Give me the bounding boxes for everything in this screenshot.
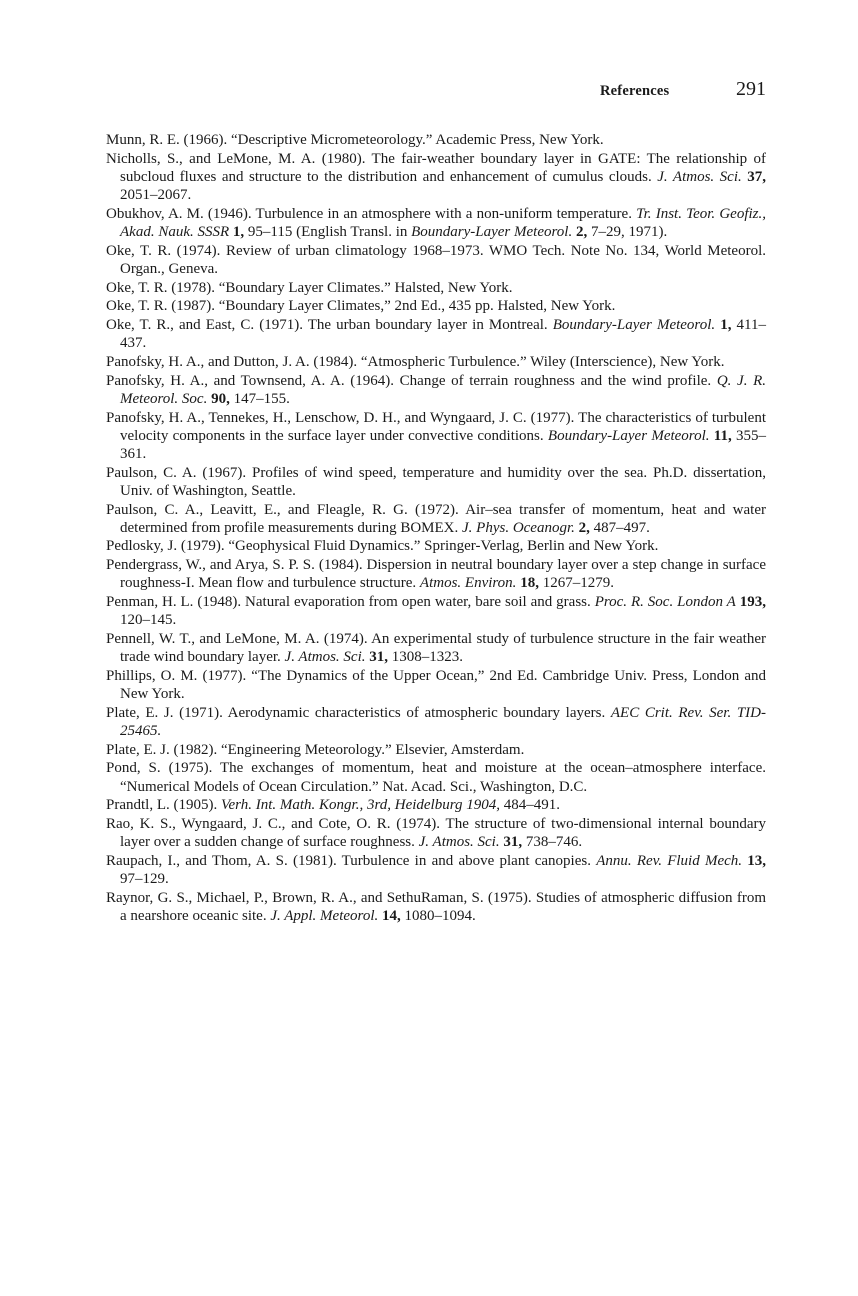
reference-text: 95–115 (English Transl. in xyxy=(244,224,412,241)
journal-title: Q. J. R. Meteorol. Soc. xyxy=(120,372,767,407)
reference-text: 1308–1323. xyxy=(388,649,463,666)
journal-title: J. Atmos. Sci. xyxy=(418,834,500,851)
reference-text: 2051–2067. xyxy=(120,187,192,204)
reference-text: Prandtl, L. (1905). xyxy=(106,797,221,814)
reference-entry xyxy=(106,242,766,278)
reference-entry xyxy=(106,537,766,555)
reference-text: Penman, H. L. (1948). Natural evaporation from open water, bare soil and grass. xyxy=(106,594,595,611)
volume-number: 2, xyxy=(578,519,590,536)
volume-number: 13, xyxy=(747,852,767,869)
reference-text: 411–437. xyxy=(120,317,766,352)
journal-title: J. Atmos. Sci. xyxy=(284,649,366,666)
reference-entry xyxy=(106,409,766,464)
journal-title: Proc. R. Soc. London A xyxy=(594,594,736,611)
reference-text: Paulson, C. A. (1967). Profiles of wind speed, temperature and humidity over the sea. Ph.D. dissertation, Univ. of Washington, Seattle. xyxy=(106,464,766,499)
reference-text: Paulson, C. A., Leavitt, E., and Fleagle, R. G. (1972). Air–sea transfer of momentum, heat and water determined from profile measurements during BOMEX. xyxy=(106,501,766,536)
reference-text: Pendergrass, W., and Arya, S. P. S. (1984). Dispersion in neutral boundary layer over a step change in surface roughness-I. Mean flow and turbulence structure. xyxy=(106,557,766,592)
reference-entry xyxy=(106,372,766,408)
reference-text: Rao, K. S., Wyngaard, J. C., and Cote, O. R. (1974). The structure of two-dimensional internal boundary layer over a sudden change of surface roughness. xyxy=(106,816,766,851)
reference-text: 738–746. xyxy=(522,834,583,851)
volume-number: 2, xyxy=(575,224,588,241)
volume-number: 11, xyxy=(713,427,732,444)
reference-text: Oke, T. R. (1987). “Boundary Layer Climates,” 2nd Ed., 435 pp. Halsted, New York. xyxy=(106,298,616,315)
volume-number: 37, xyxy=(747,168,767,185)
reference-text: 147–155. xyxy=(229,390,290,407)
volume-number: 31, xyxy=(369,649,388,666)
reference-entry xyxy=(106,297,766,315)
reference-entry xyxy=(106,815,766,851)
reference-text: 1080–1094. xyxy=(400,908,476,925)
reference-entry xyxy=(106,796,766,814)
volume-number: 1, xyxy=(720,317,732,334)
reference-text: Raynor, G. S., Michael, P., Brown, R. A., and SethuRaman, S. (1975). Studies of atmospheric diffusion from a nearshore oceanic site. xyxy=(106,889,766,925)
running-header xyxy=(600,78,766,104)
reference-text: Obukhov, A. M. (1946). Turbulence in an atmosphere with a non-uniform temperature. xyxy=(106,205,637,222)
reference-entry xyxy=(106,353,766,371)
reference-text: 1267–1279. xyxy=(538,575,614,592)
journal-title: Boundary-Layer Meteorol. xyxy=(552,317,716,334)
reference-entry xyxy=(106,852,766,888)
volume-number: 193, xyxy=(739,594,767,611)
reference-entry xyxy=(106,889,766,925)
reference-text: Pennell, W. T., and LeMone, M. A. (1974). An experimental study of turbulence structure in the fair weather trade wind boundary layer. xyxy=(106,630,766,666)
reference-entry xyxy=(106,556,766,592)
journal-title: J. Phys. Oceanogr. xyxy=(462,519,575,536)
reference-text: Plate, E. J. (1971). Aerodynamic characteristics of atmospheric boundary layers. xyxy=(106,704,611,721)
journal-title: J. Appl. Meteorol. xyxy=(270,908,379,925)
journal-title: AEC Crit. Rev. Ser. TID-25465. xyxy=(120,704,767,739)
reference-text: Panofsky, H. A., Tennekes, H., Lenschow, D. H., and Wyngaard, J. C. (1977). The characteristics of turbulent velocity components in the surface layer under convective conditions. xyxy=(106,409,766,444)
journal-title: Annu. Rev. Fluid Mech. xyxy=(596,852,743,869)
reference-entry xyxy=(106,667,766,703)
volume-number: 90, xyxy=(211,390,230,407)
reference-text: Nicholls, S., and LeMone, M. A. (1980). The fair-weather boundary layer in GATE: The relationship of subcloud fluxes and structure to the distribution and enhancement of cumulus clouds. xyxy=(106,150,766,185)
reference-text: Pedlosky, J. (1979). “Geophysical Fluid Dynamics.” Springer-Verlag, Berlin and New York. xyxy=(106,538,659,555)
reference-text: Panofsky, H. A., and Dutton, J. A. (1984). “Atmospheric Turbulence.” Wiley (Interscience), New York. xyxy=(106,353,725,370)
reference-text: 487–497. xyxy=(589,519,650,536)
reference-entry xyxy=(106,316,766,352)
reference-text: Munn, R. E. (1966). “Descriptive Micrometeorology.” Academic Press, New York. xyxy=(106,132,604,148)
reference-entry xyxy=(106,501,766,537)
volume-number: 31, xyxy=(503,834,523,851)
reference-text: Pond, S. (1975). The exchanges of momentum, heat and moisture at the ocean–atmosphere interface. “Numerical Models of Ocean Circulation.” Nat. Acad. Sci., Washington, D.C. xyxy=(106,760,766,795)
reference-entry xyxy=(106,741,766,759)
reference-entry xyxy=(106,131,766,149)
reference-text: 7–29, 1971). xyxy=(587,224,668,241)
reference-entry xyxy=(106,593,766,629)
reference-entry xyxy=(106,759,766,795)
reference-entry xyxy=(106,150,766,205)
reference-text: 120–145. xyxy=(120,612,177,629)
reference-entry xyxy=(106,704,766,740)
reference-text: Oke, T. R. (1974). Review of urban climatology 1968–1973. WMO Tech. Note No. 134, World Meteorol. Organ., Geneva. xyxy=(106,242,766,277)
volume-number: 14, xyxy=(382,908,401,925)
reference-text: 355–361. xyxy=(120,427,767,462)
section-title: References xyxy=(600,83,670,99)
reference-entry xyxy=(106,464,766,500)
reference-entry xyxy=(106,205,766,241)
page-number: 291 xyxy=(736,78,766,100)
reference-text: 484–491. xyxy=(500,797,561,814)
journal-title: Verh. Int. Math. Kongr., 3rd, Heidelburg 1904, xyxy=(220,797,501,814)
reference-entry xyxy=(106,630,766,666)
reference-list xyxy=(106,131,766,926)
volume-number: 18, xyxy=(520,575,539,592)
reference-text: Plate, E. J. (1982). “Engineering Meteorology.” Elsevier, Amsterdam. xyxy=(106,741,525,758)
reference-text: Raupach, I., and Thom, A. S. (1981). Turbulence in and above plant canopies. xyxy=(106,852,597,869)
reference-text: Oke, T. R. (1978). “Boundary Layer Climates.” Halsted, New York. xyxy=(106,279,513,296)
reference-text: Phillips, O. M. (1977). “The Dynamics of the Upper Ocean,” 2nd Ed. Cambridge Univ. Press, London and New York. xyxy=(106,667,766,703)
reference-text: Oke, T. R., and East, C. (1971). The urban boundary layer in Montreal. xyxy=(106,317,553,334)
journal-title: Boundary-Layer Meteorol. xyxy=(547,427,710,444)
reference-entry xyxy=(106,279,766,297)
journal-title: Atmos. Environ. xyxy=(419,575,517,592)
reference-text: 97–129. xyxy=(120,871,169,888)
volume-number: 1, xyxy=(232,224,245,241)
journal-title: J. Atmos. Sci. xyxy=(657,168,742,185)
journal-title: Boundary-Layer Meteorol. xyxy=(411,224,573,241)
journal-title: Tr. Inst. Teor. Geofiz., Akad. Nauk. SSSR xyxy=(120,205,766,241)
reference-text: Panofsky, H. A., and Townsend, A. A. (1964). Change of terrain roughness and the wind profile. xyxy=(106,372,717,389)
